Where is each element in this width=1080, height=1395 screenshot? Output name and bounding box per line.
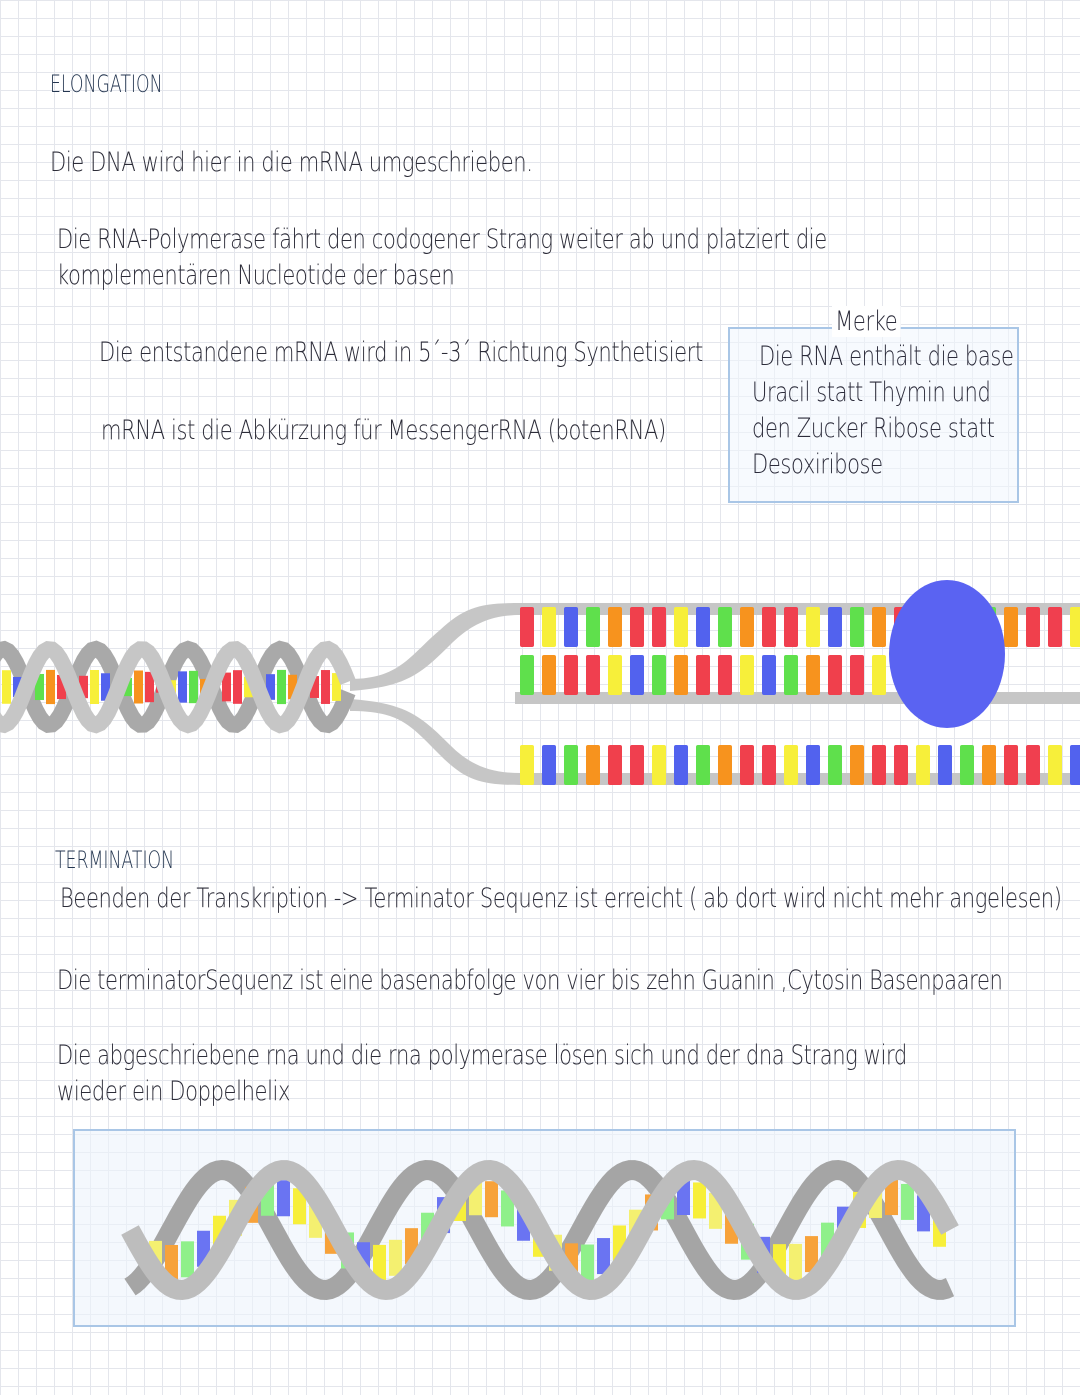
helix-base-pair [233, 670, 242, 704]
nucleotide-base [696, 607, 710, 647]
helix-base-pair [90, 670, 99, 704]
helix-base-pair [693, 1182, 706, 1218]
helix-base-pair [178, 671, 187, 702]
nucleotide-base [520, 745, 534, 785]
nucleotide-base [542, 655, 556, 695]
nucleotide-base [586, 745, 600, 785]
nucleotide-base [960, 745, 974, 785]
nucleotide-base [608, 655, 622, 695]
nucleotide-base [608, 745, 622, 785]
nucleotide-base [740, 607, 754, 647]
nucleotide-base [652, 745, 666, 785]
helix-base-pair [485, 1181, 498, 1217]
nucleotide-base [586, 655, 600, 695]
nucleotide-base [520, 607, 534, 647]
nucleotide-base [652, 607, 666, 647]
nucleotide-base [630, 745, 644, 785]
termination-text-3b: wieder ein Doppelhelix [57, 1076, 291, 1107]
nucleotide-base [718, 607, 732, 647]
nucleotide-base [1004, 607, 1018, 647]
nucleotide-base [850, 607, 864, 647]
transcription-illustration [0, 575, 1080, 835]
helix-base-pair [789, 1244, 802, 1280]
nucleotide-base [564, 607, 578, 647]
nucleotide-base [674, 655, 688, 695]
nucleotide-base [762, 607, 776, 647]
nucleotide-base [828, 607, 842, 647]
nucleotide-base [586, 607, 600, 647]
elongation-text-4: mRNA ist die Abkürzung für MessengerRNA (botenRNA) [101, 415, 666, 446]
helix-base-pair [901, 1184, 914, 1220]
nucleotide-base [630, 607, 644, 647]
helix-base-pair [277, 1180, 290, 1216]
nucleotide-base [652, 655, 666, 695]
merke-title: Merke [832, 306, 900, 337]
dna-double-helix-left [0, 649, 348, 725]
helix-base-pair [46, 670, 55, 704]
nucleotide-base [740, 745, 754, 785]
nucleotide-base [872, 607, 886, 647]
nucleotide-base [520, 655, 534, 695]
nucleotide-base [1004, 745, 1018, 785]
nucleotide-base [1070, 607, 1080, 647]
termination-heading: TERMINATION [55, 846, 175, 874]
nucleotide-base [718, 745, 732, 785]
nucleotide-base [696, 745, 710, 785]
nucleotide-base [916, 745, 930, 785]
merke-line-2: Uracil statt Thymin und [752, 377, 991, 408]
nucleotide-base [1048, 745, 1062, 785]
nucleotide-base [542, 745, 556, 785]
helix-base-pair [2, 670, 11, 704]
elongation-text-2a: Die RNA-Polymerase fährt den codogener Strang weiter ab und platziert die [57, 224, 827, 255]
nucleotide-base [784, 655, 798, 695]
nucleotide-base [740, 655, 754, 695]
nucleotide-base [630, 655, 644, 695]
merke-line-4: Desoxiribose [752, 449, 883, 480]
nucleotide-base [718, 655, 732, 695]
merke-line-3: den Zucker Ribose statt [752, 413, 995, 444]
termination-text-3a: Die abgeschriebene rna und die rna polymerase lösen sich und der dna Strang wird [57, 1040, 907, 1071]
nucleotide-base [1048, 607, 1062, 647]
nucleotide-base [784, 607, 798, 647]
merke-line-1: Die RNA enthält die base [759, 341, 1014, 372]
nucleotide-base [1070, 745, 1080, 785]
elongation-text-1: Die DNA wird hier in die mRNA umgeschrieben. [50, 147, 533, 178]
mrna-bases [520, 655, 886, 695]
nucleotide-base [850, 745, 864, 785]
nucleotide-base [1026, 607, 1040, 647]
nucleotide-base [828, 745, 842, 785]
helix-base-pair [189, 671, 198, 703]
nucleotide-base [762, 745, 776, 785]
helix-base-pair [581, 1245, 594, 1281]
nucleotide-base [850, 655, 864, 695]
double-helix-illustration [110, 1150, 1010, 1310]
nucleotide-base [806, 607, 820, 647]
nucleotide-base [784, 745, 798, 785]
nucleotide-base [828, 655, 842, 695]
nucleotide-base [762, 655, 776, 695]
nucleotide-base [872, 655, 886, 695]
elongation-heading: ELONGATION [50, 70, 163, 98]
helix-base-pair [321, 670, 330, 704]
nucleotide-base [982, 745, 996, 785]
helix-base-pair [181, 1241, 194, 1277]
rna-polymerase [889, 580, 1005, 728]
nucleotide-base [872, 745, 886, 785]
helix-base-pair [389, 1240, 402, 1276]
elongation-text-2b: komplementären Nucleotide der basen [57, 260, 455, 291]
nucleotide-base [674, 607, 688, 647]
nucleotide-base [806, 745, 820, 785]
nucleotide-base [674, 745, 688, 785]
nucleotide-base [894, 745, 908, 785]
nucleotide-base [806, 655, 820, 695]
nucleotide-base [938, 745, 952, 785]
nucleotide-base [696, 655, 710, 695]
helix-base-pair [134, 670, 143, 703]
termination-text-2: Die terminatorSequenz ist eine basenabfolge von vier bis zehn Guanin ,Cytosin Basenpaaren [57, 965, 1003, 996]
helix-base-pair [277, 670, 286, 704]
nucleotide-base [564, 745, 578, 785]
termination-text-1: Beenden der Transkription -> Terminator Sequenz ist erreicht ( ab dort wird nicht mehr angelesen) [60, 883, 1062, 914]
nucleotide-base [608, 607, 622, 647]
elongation-text-3: Die entstandene mRNA wird in 5´-3´ Richtung Synthetisiert [99, 337, 703, 368]
nucleotide-base [542, 607, 556, 647]
nucleotide-base [1026, 745, 1040, 785]
nucleotide-base [564, 655, 578, 695]
